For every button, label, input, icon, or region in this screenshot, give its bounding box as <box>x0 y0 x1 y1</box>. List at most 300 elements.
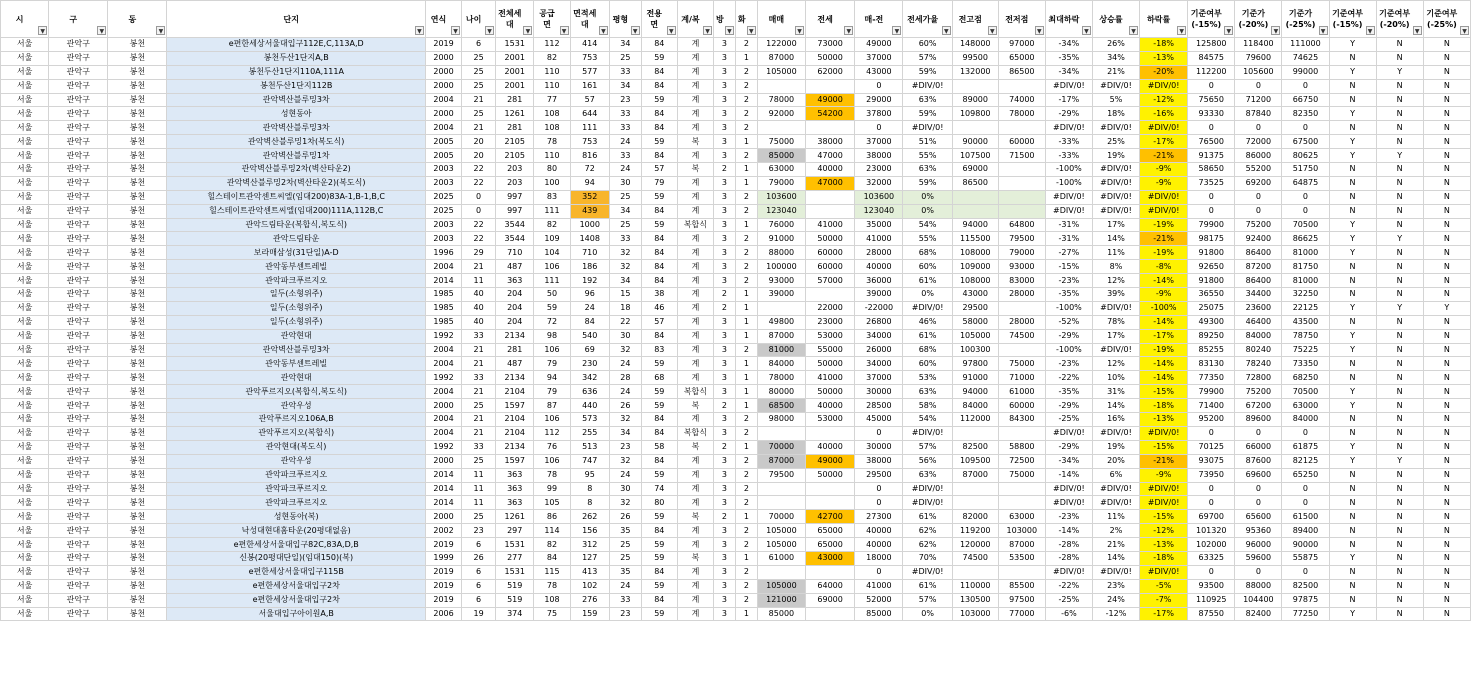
table-cell[interactable]: 26% <box>1092 38 1139 52</box>
column-header[interactable] <box>903 1 952 38</box>
table-cell[interactable]: #DIV/0! <box>1092 163 1139 177</box>
table-cell[interactable]: 66000 <box>1235 440 1282 454</box>
table-cell[interactable]: 47000 <box>806 176 855 190</box>
table-cell[interactable]: 3 <box>714 551 736 565</box>
table-cell[interactable]: 관악구 <box>49 204 108 218</box>
table-cell[interactable]: #DIV/0! <box>1140 79 1188 93</box>
filter-dropdown-icon[interactable]: ▼ <box>942 26 951 35</box>
table-cell[interactable]: 복합식 <box>677 426 713 440</box>
table-cell[interactable]: 513 <box>570 440 609 454</box>
table-cell[interactable]: 서울 <box>1 551 49 565</box>
table-cell[interactable]: 1531 <box>496 38 534 52</box>
table-cell[interactable]: -9% <box>1140 288 1188 302</box>
table-cell[interactable]: 82500 <box>952 440 998 454</box>
table-cell[interactable]: 85000 <box>855 607 903 621</box>
table-cell[interactable]: 계 <box>677 357 713 371</box>
table-cell[interactable]: 75200 <box>1235 385 1282 399</box>
table-cell[interactable]: 서울 <box>1 65 49 79</box>
table-cell[interactable]: 관악동부센트레빌 <box>167 357 426 371</box>
column-header[interactable] <box>1423 1 1470 38</box>
table-cell[interactable]: 204 <box>496 288 534 302</box>
table-cell[interactable]: 24 <box>570 301 609 315</box>
table-cell[interactable]: 22 <box>462 176 496 190</box>
table-cell[interactable]: 서울 <box>1 260 49 274</box>
table-cell[interactable]: 2019 <box>425 593 461 607</box>
table-cell[interactable]: 49800 <box>757 315 805 329</box>
table-cell[interactable]: 59 <box>641 510 677 524</box>
table-cell[interactable]: -33% <box>1045 135 1092 149</box>
table-cell[interactable]: 63% <box>903 163 952 177</box>
table-cell[interactable]: 100000 <box>757 260 805 274</box>
table-cell[interactable]: Y <box>1329 329 1376 343</box>
table-cell[interactable]: 33 <box>462 371 496 385</box>
table-cell[interactable]: 관악구 <box>49 246 108 260</box>
column-header[interactable] <box>1 1 49 38</box>
table-cell[interactable]: N <box>1423 121 1470 135</box>
filter-dropdown-icon[interactable]: ▼ <box>844 26 853 35</box>
table-cell[interactable]: 22 <box>609 315 641 329</box>
table-cell[interactable]: #DIV/0! <box>1092 482 1139 496</box>
table-cell[interactable] <box>998 190 1045 204</box>
table-cell[interactable]: 33 <box>609 121 641 135</box>
table-cell[interactable]: -28% <box>1045 538 1092 552</box>
table-cell[interactable]: 0 <box>1188 482 1235 496</box>
table-cell[interactable]: 61% <box>903 510 952 524</box>
table-cell[interactable]: 0 <box>1188 496 1235 510</box>
table-cell[interactable]: 서울 <box>1 593 49 607</box>
table-cell[interactable]: #DIV/0! <box>1092 176 1139 190</box>
table-cell[interactable]: 84 <box>641 329 677 343</box>
table-cell[interactable]: 계 <box>677 371 713 385</box>
table-cell[interactable]: 130500 <box>952 593 998 607</box>
table-cell[interactable]: 74000 <box>998 93 1045 107</box>
table-cell[interactable]: -8% <box>1140 260 1188 274</box>
table-cell[interactable]: e편한세상서울대입구82C,83A,D,B <box>167 538 426 552</box>
table-cell[interactable]: -100% <box>1140 301 1188 315</box>
table-cell[interactable]: 서울 <box>1 301 49 315</box>
table-cell[interactable]: 0% <box>903 190 952 204</box>
table-cell[interactable]: 관악구 <box>49 260 108 274</box>
table-cell[interactable]: 58% <box>903 399 952 413</box>
table-cell[interactable]: N <box>1423 38 1470 52</box>
table-cell[interactable]: 봉천 <box>108 93 167 107</box>
table-cell[interactable]: 230 <box>570 357 609 371</box>
table-cell[interactable]: 0% <box>903 607 952 621</box>
table-cell[interactable]: 753 <box>570 51 609 65</box>
table-cell[interactable]: 24 <box>609 357 641 371</box>
table-cell[interactable]: 312 <box>570 538 609 552</box>
table-cell[interactable]: 70000 <box>757 440 805 454</box>
table-cell[interactable]: 관악구 <box>49 593 108 607</box>
table-cell[interactable]: 봉천 <box>108 274 167 288</box>
table-cell[interactable]: 36000 <box>855 274 903 288</box>
table-cell[interactable]: 2 <box>735 579 757 593</box>
table-cell[interactable] <box>998 121 1045 135</box>
table-cell[interactable]: 80 <box>641 496 677 510</box>
table-cell[interactable]: 0 <box>1282 565 1329 579</box>
table-cell[interactable]: 69200 <box>1235 176 1282 190</box>
table-cell[interactable]: 신봉(20평대단일)(임대150)(복) <box>167 551 426 565</box>
table-cell[interactable]: 서울 <box>1 510 49 524</box>
table-cell[interactable]: 서울 <box>1 121 49 135</box>
table-cell[interactable]: 관악구 <box>49 301 108 315</box>
table-cell[interactable]: 11 <box>462 274 496 288</box>
table-cell[interactable] <box>757 426 805 440</box>
table-cell[interactable]: N <box>1423 343 1470 357</box>
table-cell[interactable]: 성현동아(복) <box>167 510 426 524</box>
table-cell[interactable]: 61000 <box>757 551 805 565</box>
table-cell[interactable] <box>757 496 805 510</box>
table-cell[interactable]: 21 <box>462 343 496 357</box>
table-cell[interactable]: 753 <box>570 135 609 149</box>
table-cell[interactable]: 79900 <box>1188 218 1235 232</box>
table-cell[interactable]: e편한세상서울대입구115B <box>167 565 426 579</box>
table-cell[interactable]: 1 <box>735 163 757 177</box>
table-cell[interactable]: 41000 <box>806 371 855 385</box>
table-cell[interactable]: 82 <box>534 218 570 232</box>
table-cell[interactable]: 0 <box>855 496 903 510</box>
table-cell[interactable]: 60000 <box>806 246 855 260</box>
table-cell[interactable]: 108 <box>534 107 570 121</box>
table-cell[interactable]: 103000 <box>998 524 1045 538</box>
table-cell[interactable]: 75000 <box>757 135 805 149</box>
table-cell[interactable]: 60000 <box>998 399 1045 413</box>
table-cell[interactable]: 94000 <box>952 385 998 399</box>
column-header[interactable] <box>757 1 805 38</box>
table-cell[interactable]: 22125 <box>1282 301 1329 315</box>
table-cell[interactable]: 22 <box>462 218 496 232</box>
table-cell[interactable]: N <box>1329 371 1376 385</box>
table-cell[interactable]: 84300 <box>998 413 1045 427</box>
table-cell[interactable]: 1408 <box>570 232 609 246</box>
table-cell[interactable]: 87000 <box>757 454 805 468</box>
table-cell[interactable]: 100 <box>534 176 570 190</box>
table-cell[interactable]: 87 <box>534 399 570 413</box>
column-header[interactable] <box>714 1 736 38</box>
table-cell[interactable]: 50 <box>534 288 570 302</box>
table-cell[interactable]: 89400 <box>1282 524 1329 538</box>
table-cell[interactable]: 644 <box>570 107 609 121</box>
table-cell[interactable]: 2004 <box>425 93 461 107</box>
table-cell[interactable] <box>998 301 1045 315</box>
table-cell[interactable]: 84 <box>534 551 570 565</box>
table-cell[interactable]: 72500 <box>998 454 1045 468</box>
table-cell[interactable]: 80625 <box>1282 149 1329 163</box>
table-cell[interactable]: 84 <box>641 149 677 163</box>
table-cell[interactable]: 0 <box>855 121 903 135</box>
table-cell[interactable]: 계 <box>677 288 713 302</box>
table-cell[interactable]: #DIV/0! <box>1140 496 1188 510</box>
table-cell[interactable]: 93000 <box>998 260 1045 274</box>
table-cell[interactable]: 1 <box>735 399 757 413</box>
table-cell[interactable]: 97500 <box>998 593 1045 607</box>
table-cell[interactable]: 관악구 <box>49 385 108 399</box>
table-cell[interactable]: 관악구 <box>49 218 108 232</box>
table-cell[interactable]: 53000 <box>806 329 855 343</box>
table-cell[interactable]: 1 <box>735 176 757 190</box>
table-cell[interactable]: 79 <box>534 357 570 371</box>
table-cell[interactable]: 24 <box>609 163 641 177</box>
table-cell[interactable]: 105600 <box>1235 65 1282 79</box>
table-cell[interactable] <box>806 79 855 93</box>
table-cell[interactable]: 2 <box>714 163 736 177</box>
table-cell[interactable]: N <box>1423 454 1470 468</box>
table-cell[interactable]: N <box>1423 107 1470 121</box>
table-cell[interactable]: -12% <box>1140 524 1188 538</box>
table-cell[interactable]: 서울 <box>1 371 49 385</box>
table-cell[interactable] <box>757 301 805 315</box>
table-cell[interactable]: 계 <box>677 454 713 468</box>
table-cell[interactable]: 계 <box>677 204 713 218</box>
table-cell[interactable]: N <box>1329 524 1376 538</box>
table-cell[interactable]: 복 <box>677 163 713 177</box>
table-cell[interactable]: 21 <box>462 385 496 399</box>
table-cell[interactable]: 69 <box>570 343 609 357</box>
table-cell[interactable]: 96000 <box>1235 538 1282 552</box>
column-header[interactable] <box>735 1 757 38</box>
table-cell[interactable]: 84 <box>641 204 677 218</box>
table-cell[interactable]: 계 <box>677 538 713 552</box>
table-cell[interactable]: N <box>1376 468 1423 482</box>
table-cell[interactable]: 94000 <box>952 218 998 232</box>
column-header[interactable] <box>425 1 461 38</box>
table-cell[interactable]: 352 <box>570 190 609 204</box>
table-cell[interactable]: 79000 <box>757 176 805 190</box>
table-cell[interactable]: 25 <box>462 51 496 65</box>
table-cell[interactable] <box>998 79 1045 93</box>
table-cell[interactable]: 71000 <box>998 371 1045 385</box>
table-cell[interactable]: 61500 <box>1282 510 1329 524</box>
table-cell[interactable]: 63000 <box>757 163 805 177</box>
table-cell[interactable]: 관악구 <box>49 329 108 343</box>
table-cell[interactable]: -21% <box>1140 149 1188 163</box>
table-cell[interactable]: N <box>1329 565 1376 579</box>
table-cell[interactable]: 75000 <box>998 468 1045 482</box>
table-cell[interactable]: 계 <box>677 93 713 107</box>
table-cell[interactable]: 33 <box>609 107 641 121</box>
table-cell[interactable]: N <box>1376 260 1423 274</box>
table-cell[interactable]: 관악구 <box>49 538 108 552</box>
table-cell[interactable]: 2134 <box>496 440 534 454</box>
table-cell[interactable]: 114 <box>534 524 570 538</box>
table-cell[interactable]: 2134 <box>496 329 534 343</box>
filter-dropdown-icon[interactable]: ▼ <box>988 26 997 35</box>
table-cell[interactable]: #DIV/0! <box>1092 565 1139 579</box>
table-cell[interactable]: 84 <box>641 232 677 246</box>
table-cell[interactable]: -34% <box>1045 454 1092 468</box>
table-cell[interactable]: 서울 <box>1 413 49 427</box>
table-cell[interactable]: N <box>1376 329 1423 343</box>
table-cell[interactable]: 0 <box>1282 426 1329 440</box>
table-cell[interactable]: 75225 <box>1282 343 1329 357</box>
table-cell[interactable]: 32 <box>609 343 641 357</box>
table-cell[interactable]: 3 <box>714 51 736 65</box>
table-cell[interactable]: 112200 <box>1188 65 1235 79</box>
table-cell[interactable]: 281 <box>496 93 534 107</box>
table-cell[interactable]: 계 <box>677 121 713 135</box>
table-cell[interactable]: 2003 <box>425 218 461 232</box>
table-cell[interactable]: 91800 <box>1188 274 1235 288</box>
table-cell[interactable]: N <box>1376 288 1423 302</box>
table-cell[interactable]: 59 <box>641 579 677 593</box>
table-cell[interactable]: -7% <box>1140 593 1188 607</box>
filter-dropdown-icon[interactable]: ▼ <box>485 26 494 35</box>
table-cell[interactable]: Y <box>1329 38 1376 52</box>
table-cell[interactable]: #DIV/0! <box>1092 190 1139 204</box>
table-cell[interactable]: N <box>1376 399 1423 413</box>
table-cell[interactable]: 3 <box>714 121 736 135</box>
table-cell[interactable]: Y <box>1376 232 1423 246</box>
table-cell[interactable]: Y <box>1329 399 1376 413</box>
table-cell[interactable] <box>952 121 998 135</box>
table-cell[interactable]: 5% <box>1092 93 1139 107</box>
table-cell[interactable]: 31% <box>1092 385 1139 399</box>
table-cell[interactable]: 38 <box>641 288 677 302</box>
table-cell[interactable]: 91000 <box>757 232 805 246</box>
table-cell[interactable]: 74625 <box>1282 51 1329 65</box>
table-cell[interactable]: 관악구 <box>49 232 108 246</box>
table-cell[interactable]: 192 <box>570 274 609 288</box>
table-cell[interactable]: N <box>1329 482 1376 496</box>
table-cell[interactable]: 46400 <box>1235 315 1282 329</box>
table-cell[interactable]: 일두(소형위주) <box>167 315 426 329</box>
table-cell[interactable]: 계 <box>677 329 713 343</box>
table-cell[interactable]: 봉천 <box>108 51 167 65</box>
table-cell[interactable]: 0% <box>903 288 952 302</box>
table-cell[interactable]: #DIV/0! <box>1045 565 1092 579</box>
table-cell[interactable]: 93330 <box>1188 107 1235 121</box>
table-cell[interactable]: 276 <box>570 593 609 607</box>
table-cell[interactable]: 89000 <box>952 93 998 107</box>
filter-dropdown-icon[interactable]: ▼ <box>1413 26 1422 35</box>
table-cell[interactable]: 18 <box>609 301 641 315</box>
table-cell[interactable] <box>806 121 855 135</box>
table-cell[interactable]: -27% <box>1045 246 1092 260</box>
table-cell[interactable]: 계 <box>677 607 713 621</box>
table-cell[interactable]: 62000 <box>806 65 855 79</box>
table-cell[interactable]: 46% <box>903 315 952 329</box>
table-cell[interactable]: 29000 <box>855 93 903 107</box>
table-cell[interactable]: 서울 <box>1 274 49 288</box>
table-cell[interactable]: 23 <box>609 93 641 107</box>
table-cell[interactable]: 108 <box>534 593 570 607</box>
table-cell[interactable]: 1 <box>735 357 757 371</box>
table-cell[interactable]: 계 <box>677 149 713 163</box>
table-cell[interactable]: 2 <box>735 538 757 552</box>
table-cell[interactable]: 25 <box>462 107 496 121</box>
table-cell[interactable]: 97000 <box>998 38 1045 52</box>
table-cell[interactable]: 111 <box>534 204 570 218</box>
table-cell[interactable]: -35% <box>1045 385 1092 399</box>
table-cell[interactable]: 60000 <box>806 260 855 274</box>
table-cell[interactable]: 43500 <box>1282 315 1329 329</box>
table-cell[interactable]: 0 <box>855 482 903 496</box>
column-header[interactable] <box>108 1 167 38</box>
table-cell[interactable]: 62% <box>903 538 952 552</box>
table-cell[interactable]: 204 <box>496 315 534 329</box>
table-cell[interactable]: 97800 <box>952 357 998 371</box>
table-cell[interactable]: 24 <box>609 468 641 482</box>
table-cell[interactable]: 12% <box>1092 357 1139 371</box>
table-cell[interactable]: 107500 <box>952 149 998 163</box>
table-cell[interactable]: 서울 <box>1 607 49 621</box>
table-cell[interactable]: 19 <box>462 607 496 621</box>
table-cell[interactable]: N <box>1376 524 1423 538</box>
table-cell[interactable]: 23000 <box>806 315 855 329</box>
table-cell[interactable] <box>952 565 998 579</box>
table-cell[interactable]: 112 <box>534 426 570 440</box>
table-cell[interactable]: 40000 <box>806 399 855 413</box>
table-cell[interactable]: N <box>1376 510 1423 524</box>
filter-dropdown-icon[interactable]: ▼ <box>1129 26 1138 35</box>
table-cell[interactable]: N <box>1376 79 1423 93</box>
table-cell[interactable]: 25 <box>609 538 641 552</box>
table-cell[interactable]: 6 <box>462 579 496 593</box>
table-cell[interactable]: 0 <box>1188 190 1235 204</box>
table-cell[interactable]: 86500 <box>998 65 1045 79</box>
table-cell[interactable]: 계 <box>677 315 713 329</box>
table-cell[interactable]: 59 <box>641 135 677 149</box>
table-cell[interactable]: 26000 <box>855 343 903 357</box>
table-cell[interactable]: Y <box>1376 301 1423 315</box>
table-cell[interactable]: Y <box>1329 246 1376 260</box>
table-cell[interactable]: 2 <box>735 232 757 246</box>
column-header[interactable] <box>167 1 426 38</box>
table-cell[interactable]: 서울 <box>1 399 49 413</box>
table-cell[interactable]: 87200 <box>1235 260 1282 274</box>
table-cell[interactable]: 82400 <box>1235 607 1282 621</box>
table-cell[interactable]: 8 <box>570 482 609 496</box>
table-cell[interactable]: 관악구 <box>49 371 108 385</box>
table-cell[interactable] <box>998 176 1045 190</box>
table-cell[interactable]: 2001 <box>496 51 534 65</box>
table-cell[interactable]: -17% <box>1140 607 1188 621</box>
table-cell[interactable]: 관악우성 <box>167 454 426 468</box>
table-cell[interactable]: 0 <box>1282 204 1329 218</box>
table-cell[interactable]: 1992 <box>425 371 461 385</box>
table-cell[interactable]: 2014 <box>425 496 461 510</box>
table-cell[interactable]: Y <box>1329 218 1376 232</box>
table-cell[interactable]: 59 <box>534 301 570 315</box>
table-cell[interactable] <box>998 496 1045 510</box>
table-cell[interactable]: 87000 <box>998 538 1045 552</box>
table-cell[interactable]: 83130 <box>1188 357 1235 371</box>
table-cell[interactable]: 서울 <box>1 496 49 510</box>
table-cell[interactable]: 15 <box>609 288 641 302</box>
table-cell[interactable]: 95200 <box>1188 413 1235 427</box>
table-cell[interactable]: -22% <box>1045 371 1092 385</box>
table-cell[interactable]: -20% <box>1140 65 1188 79</box>
table-cell[interactable]: 8% <box>1092 260 1139 274</box>
table-cell[interactable]: 374 <box>496 607 534 621</box>
table-cell[interactable]: 11 <box>462 468 496 482</box>
table-cell[interactable]: 70125 <box>1188 440 1235 454</box>
table-cell[interactable]: 서울 <box>1 343 49 357</box>
table-cell[interactable]: 3 <box>714 176 736 190</box>
table-cell[interactable]: 관악드림타운 <box>167 232 426 246</box>
table-cell[interactable]: 80 <box>534 163 570 177</box>
table-cell[interactable]: #DIV/0! <box>1045 426 1092 440</box>
table-cell[interactable]: 2001 <box>496 79 534 93</box>
table-cell[interactable]: 60% <box>903 260 952 274</box>
table-cell[interactable]: N <box>1329 496 1376 510</box>
table-cell[interactable]: 2002 <box>425 524 461 538</box>
table-cell[interactable]: 363 <box>496 274 534 288</box>
table-cell[interactable]: 1 <box>735 440 757 454</box>
table-cell[interactable]: 100300 <box>952 343 998 357</box>
table-cell[interactable]: 29 <box>462 246 496 260</box>
table-cell[interactable]: 2 <box>735 343 757 357</box>
